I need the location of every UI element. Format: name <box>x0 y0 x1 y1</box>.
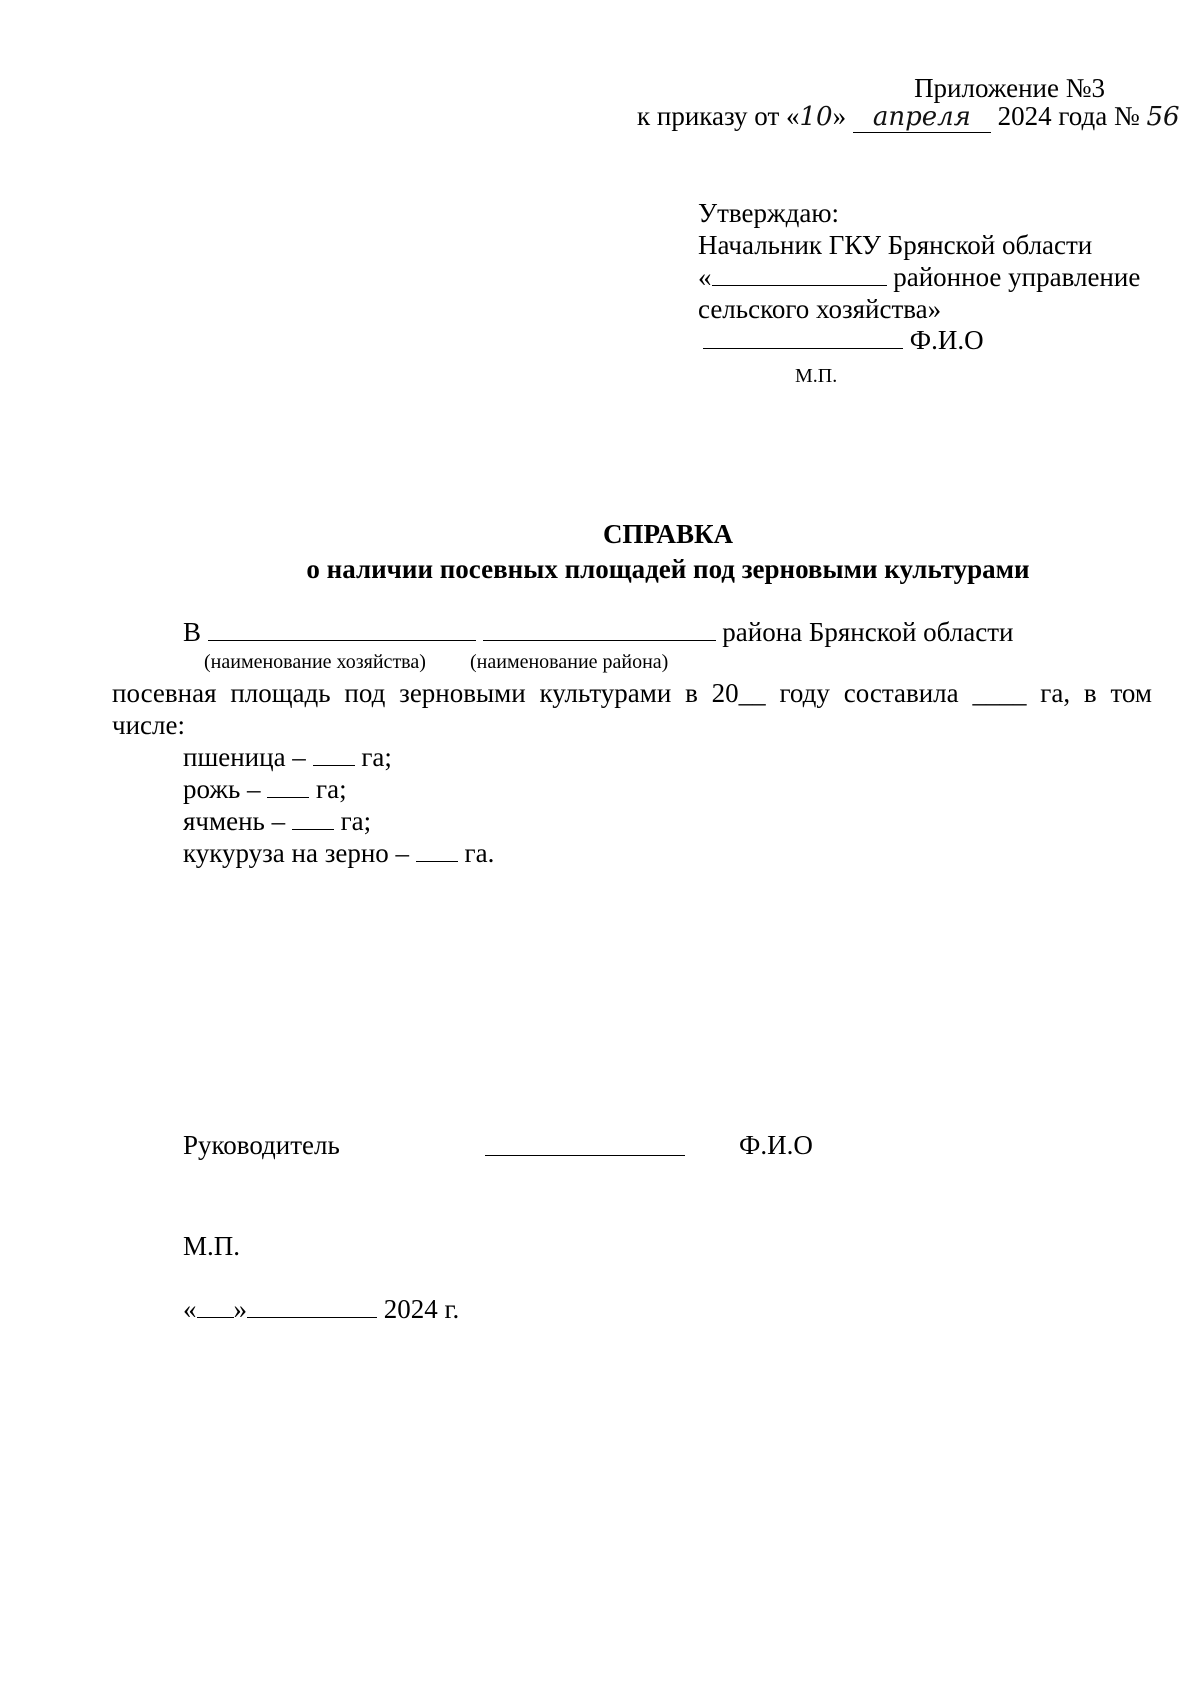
order-prefix: к приказу от « <box>637 101 800 131</box>
date-close-quote: » <box>233 1294 247 1324</box>
region-name-blank <box>483 618 716 641</box>
approval-signature-row <box>703 324 984 356</box>
approval-line-1: Начальник ГКУ Брянской области <box>698 230 1093 260</box>
document-subtitle: о наличии посевных площадей под зерновыми культурами <box>306 554 1030 584</box>
crop-wheat <box>183 741 392 773</box>
approval-line-3: сельского хозяйства» <box>698 294 942 324</box>
crop-barley <box>183 805 371 837</box>
approval-line-2-suffix: районное управление <box>893 262 1141 292</box>
order-mid: » <box>832 101 847 131</box>
farm-name-blank <box>208 618 476 641</box>
approval-stamp: М.П. <box>795 365 838 387</box>
head-signature-blank <box>485 1155 685 1156</box>
date-year: 2024 г. <box>383 1294 460 1324</box>
approval-line-2 <box>698 261 1140 293</box>
crop-rye <box>183 773 347 805</box>
area-line-1: посевная площадь под зерновыми культурами в 20__ году составила ____ га, в том <box>112 678 1152 708</box>
date-month-blank <box>247 1295 377 1318</box>
date-day-blank <box>197 1295 234 1318</box>
crop-wheat-name: пшеница – <box>183 742 306 772</box>
footer-stamp: М.П. <box>183 1231 241 1261</box>
crop-corn <box>183 837 494 869</box>
approval-fio: Ф.И.О <box>909 325 984 355</box>
date-open-quote: « <box>183 1294 197 1324</box>
farm-region-row <box>183 616 1013 648</box>
crop-corn-unit: га. <box>464 838 495 868</box>
crop-rye-name: рожь – <box>183 774 261 804</box>
order-number-handwritten: 56 <box>1146 102 1180 132</box>
crop-rye-blank <box>267 775 309 798</box>
document-title: СПРАВКА <box>602 519 734 549</box>
head-label: Руководитель <box>183 1130 340 1160</box>
in-prefix: В <box>183 617 202 647</box>
date-row <box>183 1293 459 1325</box>
order-day-handwritten: 10 <box>799 102 833 132</box>
region-suffix: района Брянской области <box>722 617 1014 647</box>
caption-region: (наименование района) <box>470 651 669 673</box>
approval-signature-blank <box>703 326 903 349</box>
crop-wheat-blank <box>313 743 355 766</box>
crop-barley-blank <box>292 807 334 830</box>
crop-corn-name: кукуруза на зерно – <box>183 838 410 868</box>
order-year: 2024 года № <box>997 101 1140 131</box>
approval-title: Утверждаю: <box>698 198 840 228</box>
crop-wheat-unit: га; <box>361 742 392 772</box>
order-reference <box>637 100 1180 133</box>
district-blank <box>712 263 887 286</box>
area-line-2: числе: <box>112 710 185 740</box>
order-month-field <box>853 100 991 133</box>
order-month-handwritten: апреля <box>872 102 971 132</box>
crop-barley-unit: га; <box>340 806 372 836</box>
crop-rye-unit: га; <box>316 774 347 804</box>
appendix-label: Приложение №3 <box>914 73 1105 103</box>
head-fio: Ф.И.О <box>739 1130 813 1160</box>
crop-barley-name: ячмень – <box>183 806 286 836</box>
crop-corn-blank <box>416 839 458 862</box>
caption-farm: (наименование хозяйства) <box>204 651 426 673</box>
approval-open-quote: « <box>698 262 712 292</box>
